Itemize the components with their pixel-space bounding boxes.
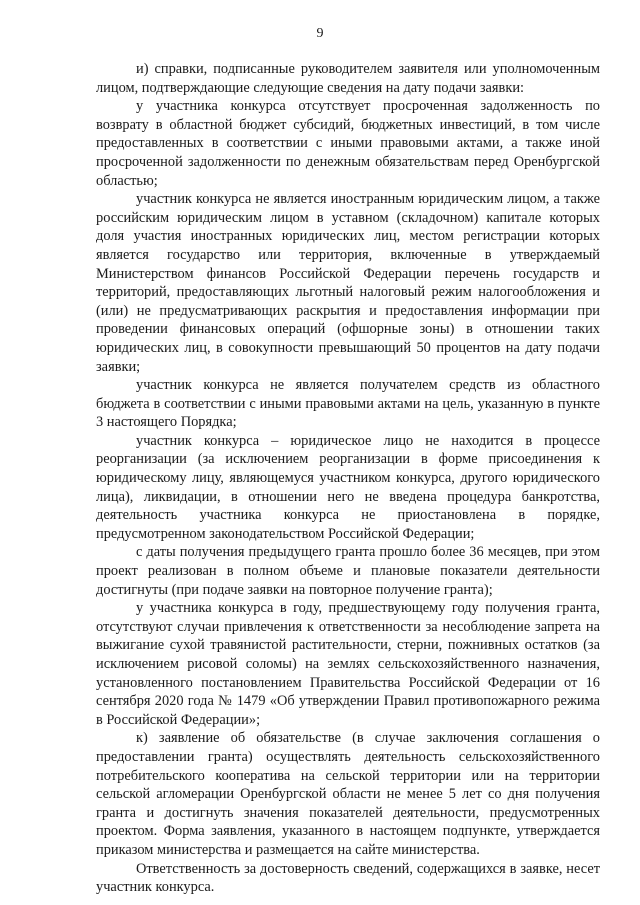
paragraph-responsibility: Ответственность за достоверность сведений, содержащихся в заявке, несет участник конкурса. (96, 860, 600, 896)
paragraph-not-budget-recipient: участник конкурса не является получателем средств из областного бюджета в соответствии с иными правовыми актами на цель, указанную в пункте 3 настоящего Порядка; (96, 377, 600, 431)
paragraph-fire-regulations: у участника конкурса в году, предшествующему году получения гранта, отсутствуют случаи привлечения к ответственности за несоблюдение запрета на выжигание сухой травянистой растительности, стерни, пожнивных остатков (за исключением рисовой соломы) на землях сельскохозяйственного назначения, установленного постановлением Правительства Российской Федерации от 16 сентября 2020 года № 1479 «Об утверждении Правил противопожарного режима в Российской Федерации»; (96, 600, 600, 728)
document-body (96, 60, 600, 897)
paragraph-previous-grant: с даты получения предыдущего гранта прошло более 36 месяцев, при этом проект реализован в полном объеме и плановые показатели деятельности достигнуты (при подаче заявки на повторное получение гранта); (96, 544, 600, 598)
paragraph-not-foreign-entity: участник конкурса не является иностранным юридическим лицом, а также российским юридическим лицом в уставном (складочном) капитале которых доля участия иностранных юридических лиц, местом регистрации которых является государство или территория, включенные в утверждаемый Министерством финансов Российской Федерации перечень государств и территорий, предоставляющих льготный налоговый режим налогообложения и (или) не предусматривающих раскрытия и предоставления информации при проведении финансовых операций (офшорные зоны) в отношении таких юридических лиц, в совокупности превышающий 50 процентов на дату подачи заявки; (96, 191, 600, 375)
paragraph-item-k: к) заявление об обязательстве (в случае заключения соглашения о предоставлении гранта) осуществлять деятельность сельскохозяйственного потребительского кооператива на сельской территории или на территории сельской агломерации Оренбургской области не менее 5 лет со дня получения гранта и достигнуть значения показателей деятельности, предусмотренных проектом. Форма заявления, указанного в настоящем подпункте, утверждается приказом министерства и размещается на сайте министерства. (96, 730, 600, 858)
paragraph-no-debt: у участника конкурса отсутствует просроченная задолженность по возврату в областной бюджет субсидий, бюджетных инвестиций, в том числе предоставленных в соответствии с иными правовыми актами, а также иной просроченной задолженности по денежным обязательствам перед Оренбургской областью; (96, 98, 600, 189)
page-number: 9 (316, 26, 324, 41)
paragraph-not-reorganizing: участник конкурса – юридическое лицо не находится в процессе реорганизации (за исключением реорганизации в форме присоединения к юридическому лицу, являющемуся участником конкурса, другого юридического лица), ликвидации, в отношении него не введена процедура банкротства, деятельность участника конкурса не приостановлена в порядке, предусмотренном законодательством Российской Федерации; (96, 432, 600, 542)
paragraph-item-i: и) справки, подписанные руководителем заявителя или уполномоченным лицом, подтверждающие следующие сведения на дату подачи заявки: (96, 61, 600, 96)
